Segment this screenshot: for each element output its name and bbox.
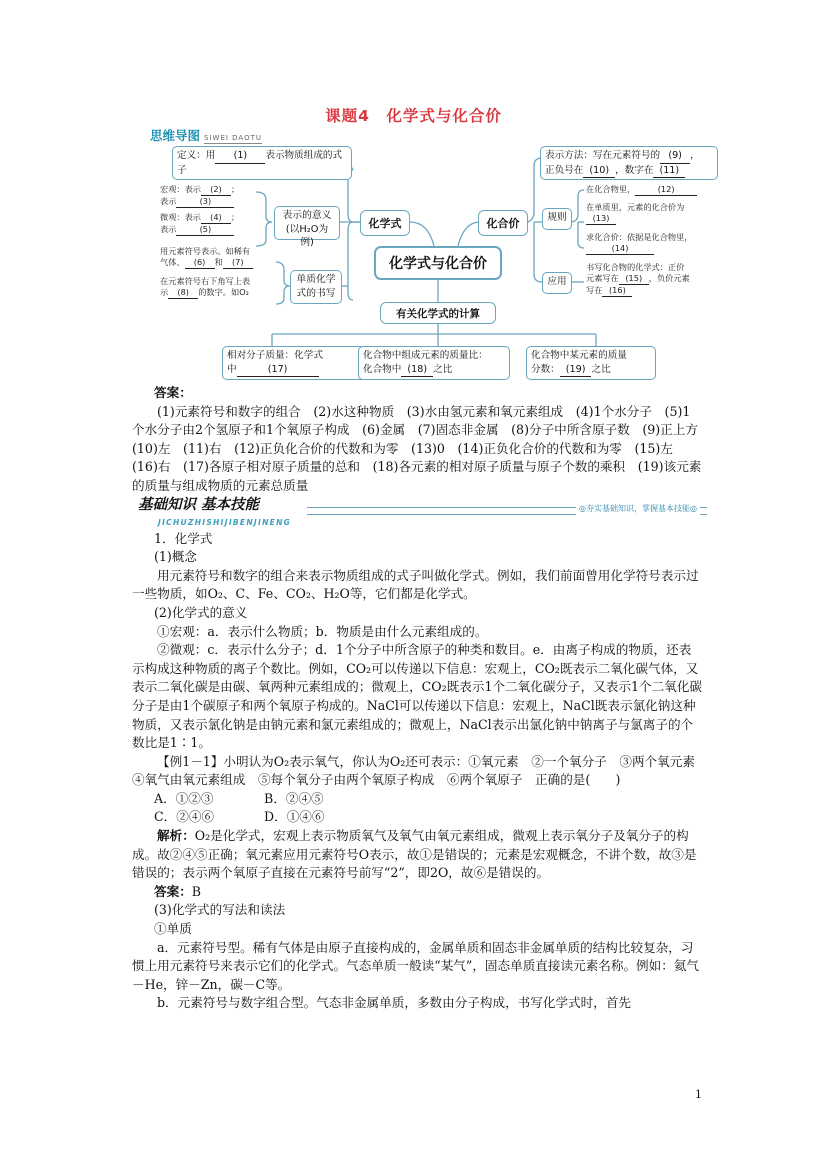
blank-15: (15) xyxy=(619,273,649,285)
calc-molecular-mass xyxy=(222,346,378,380)
answer-value: B xyxy=(191,883,202,899)
macro-note xyxy=(160,184,239,208)
blank-8: (8) xyxy=(168,287,198,299)
rule-1 xyxy=(586,184,697,196)
option-b: B．②④⑤ xyxy=(264,790,324,806)
blank-2: (2) xyxy=(201,184,231,196)
center-topic: 化学式与化合价 xyxy=(374,246,502,280)
calc-3-pre: 分数： xyxy=(531,363,560,375)
option-a: A．①②③ xyxy=(154,790,214,806)
calc-1-pre: 中 xyxy=(227,363,237,375)
single-box-line-1: 单质化学 xyxy=(296,274,336,285)
micro-note xyxy=(160,212,239,236)
apply-line-2-pre: 元素写在 xyxy=(586,273,619,283)
blank-4: (4) xyxy=(201,212,231,224)
rule-1-text: 在化合物里， xyxy=(586,184,636,194)
meaning-box xyxy=(274,206,340,248)
blank-7: (7) xyxy=(223,257,253,269)
blank-10: (10) xyxy=(583,164,615,179)
macro-label: 宏观：表示 xyxy=(160,184,201,194)
main-content xyxy=(132,384,711,1013)
hub-valence: 化合价 xyxy=(478,210,528,236)
meaning-line-2: (以H₂O为例) xyxy=(285,223,329,248)
calc-mass-fraction xyxy=(526,346,656,380)
paragraph-type-b: b．元素符号与数字组合型。气态非金属单质，多数由分子构成，书写化学式时，首先 xyxy=(157,995,632,1011)
hub-calculation: 有关化学式的计算 xyxy=(380,302,496,324)
representation-box xyxy=(540,146,718,180)
calc-2-post: 之比 xyxy=(433,363,453,375)
repr-number: ，数字在 xyxy=(615,164,654,176)
page-number: 1 xyxy=(695,1088,702,1101)
heading-meaning: (2)化学式的意义 xyxy=(154,604,248,620)
rule-3-text: 求化合价：依据是化合物里， xyxy=(586,232,693,242)
hub-chemical-formula: 化学式 xyxy=(360,210,410,236)
option-c: C．②④⑥ xyxy=(154,809,215,825)
example-answer xyxy=(132,883,702,902)
calc-2-line-1: 化合物中组成元素的质量比： xyxy=(363,350,488,361)
symbol-note-line-1: 用元素符号表示。如稀有 xyxy=(160,246,251,256)
symbol-note-and: 和 xyxy=(214,257,223,267)
subscript-note-line-1: 在元素符号右下角写上表 xyxy=(160,276,251,286)
answer-label: 答案： xyxy=(154,883,192,899)
blank-12: (12) xyxy=(635,184,697,196)
section-banner xyxy=(132,498,702,526)
blank-11: (11) xyxy=(653,164,685,179)
subscript-note xyxy=(160,276,250,299)
single-formula-box xyxy=(290,270,342,304)
answers-text: (1)元素符号和数字的组合 (2)水这种物质 (3)水由氢元素和氧元素组成 (4)1个水分子 (5)1个水分子由2个氢原子和1个氧原子构成 (6)金属 (7)固态非金属 (8)分子中所含原子数 (9)正上方 (10)左 (11)右 (12)正负化合价的代数和为零 (13)0 (14)正负化合价的代数和为零 (15)左 (16)右 (17)各原子相对原子质量的总和 (18)各元素的相对原子质量与原子个数的乘积 (19)该元素的质量与组成物质的元素总质量 xyxy=(132,403,711,493)
micro-label-2: 表示 xyxy=(160,224,177,234)
heading-writing: (3)化学式的写法和读法 xyxy=(154,902,286,918)
paragraph-type-a: a．元素符号型。稀有气体是由原子直接构成的，金属单质和固态非金属单质的结构比较复杂，习惯上用元素符号来表示它们的化学式。气态单质一般读“某气”，固态单质直接读元素名称。例如：氦气－He，锌－Zn，碳－C等。 xyxy=(132,939,700,992)
mind-map-pinyin: SIWEI DAOTU xyxy=(204,134,262,142)
blank-6: (6) xyxy=(185,257,215,269)
single-box-line-2: 式的书写 xyxy=(296,287,336,299)
symbol-note xyxy=(160,246,253,269)
mind-map-title: 思维导图 xyxy=(150,128,201,143)
definition-box xyxy=(172,146,352,180)
blank-14: (14) xyxy=(586,243,654,255)
mind-map-header xyxy=(150,126,262,144)
apply-line-2-post: ，负价元素 xyxy=(648,273,690,283)
analysis xyxy=(132,827,702,883)
symbol-note-pre: 气体、 xyxy=(160,257,185,267)
calc-3-post: 之比 xyxy=(591,363,611,375)
blank-18: (18) xyxy=(401,363,433,378)
answers-heading: 答案： xyxy=(154,385,192,400)
calc-1-line-1: 相对分子质量：化学式 xyxy=(227,350,323,361)
definition-suffix: 表示物质组成的式子 xyxy=(177,150,343,176)
blank-16: (16) xyxy=(602,285,632,297)
example-options xyxy=(132,790,702,809)
macro-sep: ； xyxy=(230,184,240,194)
banner-motto: ◎夯实基础知识，掌握基本技能◎ xyxy=(576,500,700,519)
rule-label: 规则 xyxy=(542,208,572,230)
option-d: D．①④⑥ xyxy=(264,809,325,825)
apply-note xyxy=(586,262,690,297)
calc-2-pre: 化合物中 xyxy=(363,363,402,375)
apply-line-1: 书写化合物的化学式：正价 xyxy=(586,262,685,272)
micro-label: 微观：表示 xyxy=(160,212,201,222)
banner-title: 基础知识 基本技能 xyxy=(138,496,260,513)
mind-map xyxy=(148,122,718,384)
heading-simple-substance: ①单质 xyxy=(154,921,192,937)
blank-9: (9) xyxy=(660,149,690,164)
repr-sep: ， xyxy=(690,150,700,161)
example-question: 【例1－1】小明认为O₂表示氧气，你认为O₂还可表示：①氧元素 ②一个氧分子 ③两个氧元素 ④氧气由氧元素组成 ⑤每个氧分子由两个氧原子构成 ⑥两个氧原子 正确的是( ) xyxy=(132,753,708,788)
heading-chemical-formula: 1．化学式 xyxy=(154,530,213,546)
analysis-text: O₂是化学式，宏观上表示物质氧气及氧气由氧元素组成，微观上表示氧分子及氧分子的构成。故②④⑤正确；氧元素应用元素符号O表示，故①是错误的；元素是宏观概念，不讲个数，故③是错误的；表示两个氧原子直接在元素符号前写“2”，即2O，故⑥是错误的。 xyxy=(132,828,697,881)
analysis-label: 解析： xyxy=(157,828,195,844)
rule-3 xyxy=(586,232,692,255)
heading-concept: (1)概念 xyxy=(154,549,198,565)
blank-17: (17) xyxy=(237,363,319,378)
paragraph-micro: ②微观：c．表示什么分子；d．1个分子中所含原子的种类和数目。e．由离子构成的物质，还表示构成这种物质的离子个数比。例如，CO₂可以传递以下信息：宏观上，CO₂既表示二氧化碳气体，又表示二氧化碳是由碳、氧两种元素组成的；微观上，CO₂既表示1个二氧化碳分子，又表示1个二氧化碳分子是由1个碳原子和两个氧原子构成的。NaCl可以传递以下信息：宏观上，NaCl既表示氯化钠这种物质，又表示氯化钠是由钠元素和氯元素组成的；微观上，NaCl表示出氯化钠中钠离子与氯离子的个数比是1∶1。 xyxy=(132,642,702,751)
blank-19: (19) xyxy=(560,363,592,378)
blank-3: (3) xyxy=(176,196,234,208)
rule-2-text: 在单质里，元素的化合价为 xyxy=(586,202,685,212)
blank-13: (13) xyxy=(586,213,616,225)
apply-line-3-pre: 写在 xyxy=(586,285,603,295)
paragraph-concept: 用元素符号和数字的组合来表示物质组成的式子叫做化学式。例如，我们前面曾用化学符号表示过一些物质，如O₂、C、Fe、CO₂、H₂O等，它们都是化学式。 xyxy=(132,567,699,602)
page-title: 课题4 化学式与化合价 xyxy=(325,107,502,125)
calc-mass-ratio xyxy=(358,346,510,380)
paragraph-macro: ①宏观：a．表示什么物质；b．物质是由什么元素组成的。 xyxy=(157,623,488,639)
subscript-note-post: 的数字。如O₂ xyxy=(198,287,249,297)
meaning-line-1: 表示的意义 xyxy=(282,210,332,221)
subscript-note-pre: 示 xyxy=(160,287,169,297)
blank-5: (5) xyxy=(176,224,234,236)
apply-label: 应用 xyxy=(542,272,572,294)
repr-line-1: 表示方法：写在元素符号的 xyxy=(545,150,661,161)
rule-2 xyxy=(586,202,684,225)
banner-pinyin: JICHUZHISHIJIBENJINENG xyxy=(158,517,292,527)
example-options-2 xyxy=(132,808,702,827)
repr-line-2: 正负号在 xyxy=(545,164,584,176)
blank-1: (1) xyxy=(215,149,265,164)
definition-prefix: 定义：用 xyxy=(177,150,216,161)
micro-sep: ； xyxy=(230,212,240,222)
macro-label-2: 表示 xyxy=(160,196,177,206)
calc-3-line-1: 化合物中某元素的质量 xyxy=(531,350,627,361)
